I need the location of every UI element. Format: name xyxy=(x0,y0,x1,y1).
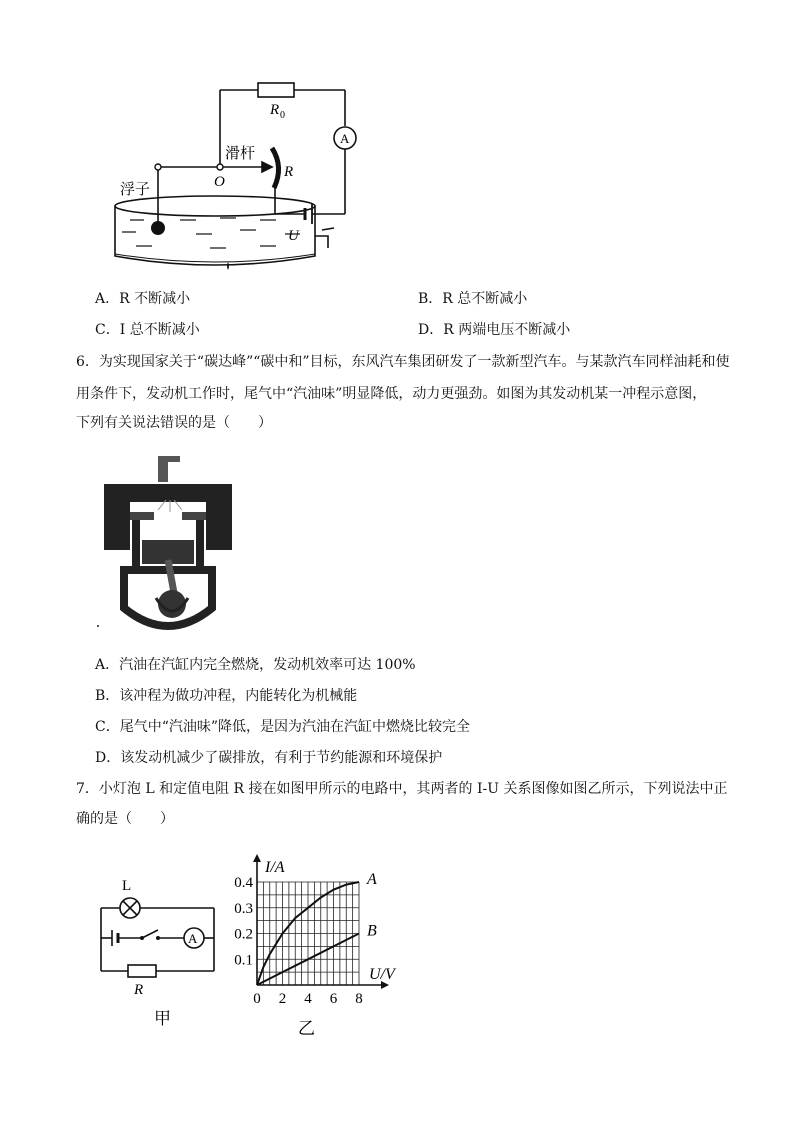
resistor-label: R xyxy=(284,164,294,180)
chart-caption: 乙 xyxy=(298,1019,315,1038)
q7-stem-line-2: 确的是（ ） xyxy=(76,811,174,827)
q5-option-d: D．R 两端电压不断减小 xyxy=(418,322,571,338)
fuel-gauge-circuit-figure xyxy=(100,78,360,278)
y-tick-label: 0.4 xyxy=(234,875,253,891)
x-tick-label: 8 xyxy=(355,991,363,1007)
y-tick-label: 0.2 xyxy=(234,926,253,943)
q6-option-d: D．该发动机减少了碳排放，有利于节约能源和环境保护 xyxy=(95,750,443,766)
engine-cylinder-figure xyxy=(96,448,246,638)
q6-option-b: B．该冲程为做功冲程，内能转化为机械能 xyxy=(95,688,358,704)
float-label: 浮子 xyxy=(120,182,151,198)
q7-circuit-figure xyxy=(96,872,226,1032)
y-axis-label: I/A xyxy=(265,859,285,876)
series-label-a: A xyxy=(367,871,377,888)
resistor-r xyxy=(128,965,156,977)
x-tick-label: 0 xyxy=(253,991,261,1007)
r0-subscript: 0 xyxy=(280,110,285,121)
x-tick-label: 6 xyxy=(329,991,338,1007)
series-label-b: B xyxy=(367,922,377,940)
ammeter-label: A xyxy=(188,931,198,946)
r0-resistor xyxy=(258,83,294,97)
y-tick-label: 0.3 xyxy=(234,900,253,917)
slider-label: 滑杆 xyxy=(225,146,256,162)
q6-stem-line-1: 6．为实现国家关于“碳达峰”“碳中和”目标，东风汽车集团研发了一款新型汽车。与某款汽车同样油耗和使 xyxy=(76,354,730,370)
q5-option-c: C．I 总不断减小 xyxy=(95,322,200,338)
lamp-label: L xyxy=(122,878,132,894)
q6-option-a: A．汽油在汽缸内完全燃烧，发动机效率可达 100% xyxy=(95,657,416,673)
q6-option-c: C．尾气中“汽油味”降低，是因为汽油在汽缸中燃烧比较完全 xyxy=(95,719,471,735)
q6-stem-line-3: 下列有关说法错误的是（ ） xyxy=(76,415,272,431)
r0-label: R xyxy=(270,102,280,118)
x-tick-label: 2 xyxy=(278,991,287,1007)
float-ball xyxy=(151,221,165,235)
q7-stem-line-1: 7．小灯泡 L 和定值电阻 R 接在如图甲所示的电路中，其两者的 I-U 关系图像如图乙所示，下列说法中正 xyxy=(76,781,728,797)
circuit-caption: 甲 xyxy=(154,1009,171,1028)
q5-option-b: B．R 总不断减小 xyxy=(418,291,528,307)
x-axis-label: U/V xyxy=(369,966,395,983)
chart-grid xyxy=(257,882,359,985)
x-tick-label: 4 xyxy=(304,991,312,1007)
iu-chart xyxy=(225,850,405,1040)
y-axis-arrow xyxy=(253,854,261,862)
source-label: U xyxy=(288,228,299,244)
y-tick-label: 0.1 xyxy=(234,952,253,969)
resistor-label: R xyxy=(134,982,144,998)
variable-resistor xyxy=(272,148,279,188)
ammeter-label: A xyxy=(340,131,350,146)
pivot-label: O xyxy=(214,174,225,190)
q6-stem-line-2: 用条件下，发动机工作时，尾气中“汽油味”明显降低，动力更强劲。如图为其发动机某一冲程示意图， xyxy=(76,386,707,402)
q5-option-a: A．R 不断减小 xyxy=(95,291,191,307)
